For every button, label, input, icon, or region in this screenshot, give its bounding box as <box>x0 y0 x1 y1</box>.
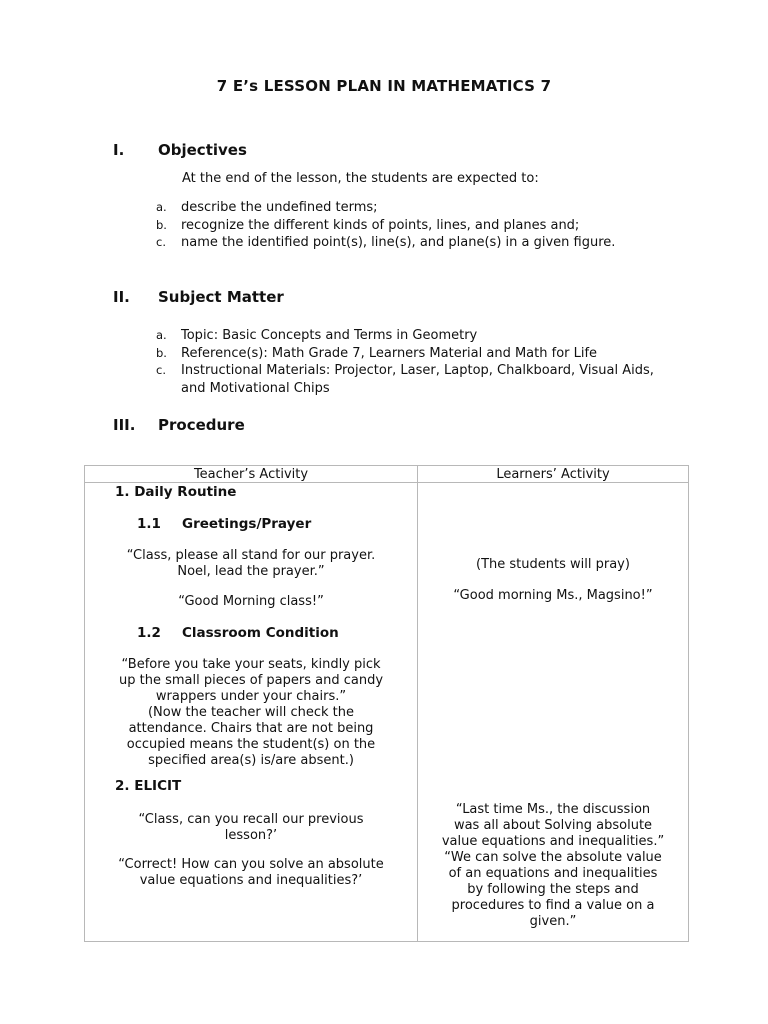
procedure-table <box>84 465 689 942</box>
learners-activity-cell <box>418 483 689 942</box>
text-line: “Correct! How can you solve an absolute <box>118 857 384 872</box>
text-line: value equations and inequalities.” <box>441 834 665 849</box>
prayer-request <box>85 548 417 580</box>
daily-routine-heading: 1. Daily Routine <box>115 484 237 500</box>
text-line: was all about Solving absolute <box>453 818 653 833</box>
objectives-intro: At the end of the lesson, the students are expected to: <box>182 171 539 186</box>
list-item <box>156 199 676 217</box>
greetings-number: 1.1 <box>137 516 161 532</box>
list-item-text: Topic: Basic Concepts and Terms in Geometry <box>181 328 478 343</box>
text-line: value equations and inequalities?’ <box>139 873 363 888</box>
subject-matter-heading: Subject Matter <box>158 288 284 306</box>
text-line: of an equations and inequalities <box>448 866 658 881</box>
list-marker: a. <box>156 200 167 214</box>
objectives-number: I. <box>113 141 125 159</box>
list-marker: c. <box>156 363 166 377</box>
teacher-activity-cell <box>85 483 418 942</box>
text-line: specified area(s) is/are absent.) <box>148 753 354 768</box>
list-marker: a. <box>156 328 167 342</box>
text-line: Noel, lead the prayer.” <box>177 564 325 579</box>
list-item <box>156 345 676 363</box>
subject-matter-number: II. <box>113 288 130 306</box>
text-line: “Before you take your seats, kindly pick <box>121 657 381 672</box>
document-title: 7 E’s LESSON PLAN IN MATHEMATICS 7 <box>216 77 552 95</box>
condition-number: 1.2 <box>137 625 161 641</box>
text-line: (Now the teacher will check the <box>147 705 355 720</box>
text-line: by following the steps and <box>467 882 639 897</box>
list-item-text: Reference(s): Math Grade 7, Learners Material and Math for Life <box>181 345 598 361</box>
recall-question <box>85 812 417 844</box>
text-line: lesson?’ <box>224 828 278 843</box>
greetings-heading: Greetings/Prayer <box>182 516 312 532</box>
classroom-condition-heading: Classroom Condition <box>182 625 339 641</box>
text-line: “Class, please all stand for our prayer. <box>126 548 376 563</box>
list-marker: b. <box>156 217 167 232</box>
list-item-text: recognize the different kinds of points, lines, and planes and; <box>181 217 580 233</box>
text-line: “Class, can you recall our previous <box>138 812 364 827</box>
learners-activity-header: Learners’ Activity <box>418 466 689 483</box>
list-item-text: name the identified point(s), line(s), and plane(s) in a given figure. <box>181 235 616 250</box>
list-item <box>156 234 651 252</box>
list-item-text: describe the undefined terms; <box>181 200 378 215</box>
list-marker: c. <box>156 235 166 249</box>
students-greeting: “Good morning Ms., Magsino!” <box>453 588 653 603</box>
text-line: wrappers under your chairs.” <box>155 689 347 704</box>
list-marker: b. <box>156 345 167 360</box>
students-pray: (The students will pray) <box>476 557 630 572</box>
text-line: up the small pieces of papers and candy <box>118 673 384 688</box>
seats-instruction <box>85 657 417 769</box>
subject-matter-list <box>156 327 676 397</box>
table-row <box>85 483 689 942</box>
text-line: “Last time Ms., the discussion <box>455 802 651 817</box>
teacher-activity-header: Teacher’s Activity <box>85 466 418 483</box>
objectives-list <box>156 199 676 252</box>
text-line: attendance. Chairs that are not being <box>128 721 374 736</box>
list-item <box>156 362 671 397</box>
text-line: procedures to find a value on a <box>451 898 655 913</box>
students-answer <box>418 802 688 930</box>
teacher-greeting: “Good Morning class!” <box>178 594 324 609</box>
list-item <box>156 217 676 235</box>
table-header-row <box>85 466 689 483</box>
procedure-heading: Procedure <box>158 416 245 434</box>
objectives-heading: Objectives <box>158 141 247 159</box>
text-line: occupied means the student(s) on the <box>126 737 376 752</box>
list-item <box>156 327 676 345</box>
list-item-text: Instructional Materials: Projector, Laser, Laptop, Chalkboard, Visual Aids, and Motivational Chips <box>181 363 654 396</box>
text-line: given.” <box>529 914 577 929</box>
procedure-number: III. <box>113 416 136 434</box>
elicit-heading: 2. ELICIT <box>115 778 182 794</box>
text-line: “We can solve the absolute value <box>444 850 662 865</box>
solve-question <box>85 857 417 889</box>
